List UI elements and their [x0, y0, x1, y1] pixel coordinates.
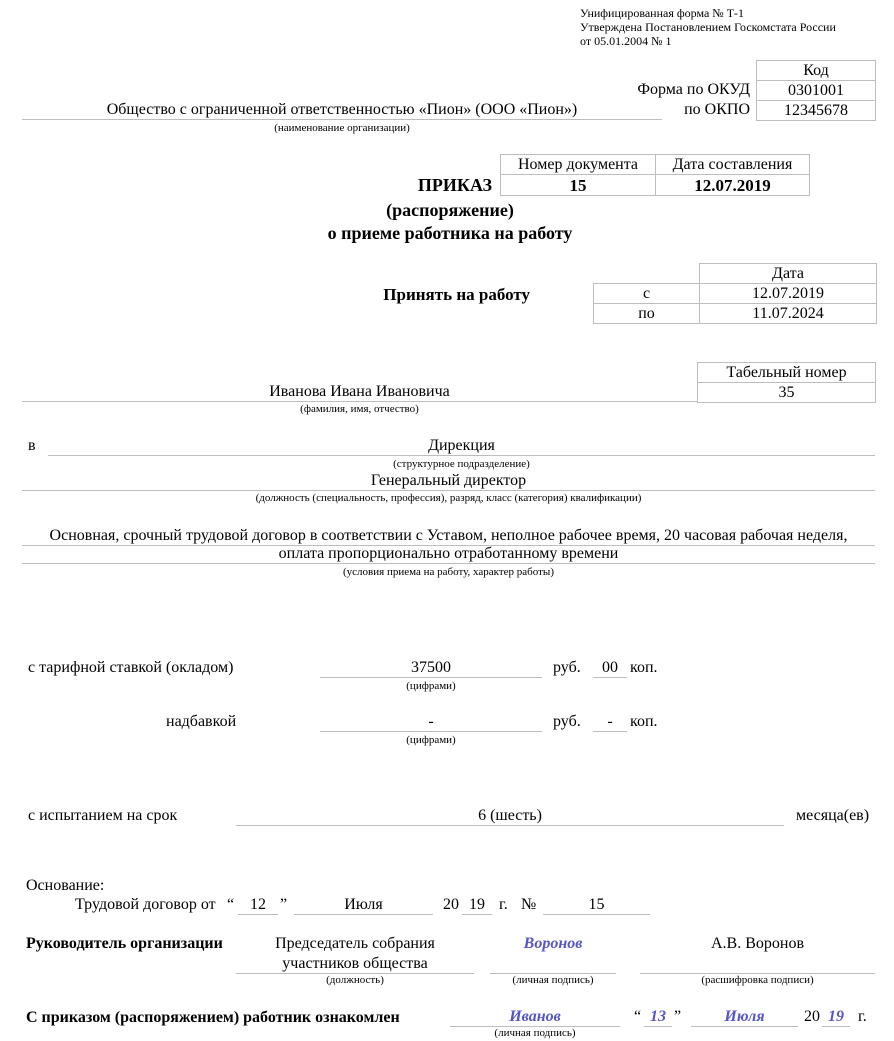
hire-from-date: 12.07.2019 — [699, 283, 877, 304]
hire-to-label: по — [593, 303, 700, 324]
basis-label: Основание: — [26, 877, 105, 894]
acquainted-year-suffix: 19 — [822, 1008, 850, 1027]
acquainted-month: Июля — [691, 1008, 798, 1027]
basis-number-label: № — [521, 896, 537, 913]
head-position-caption: (должность) — [326, 974, 384, 986]
bonus-digits-caption: (цифрами) — [406, 734, 456, 746]
rate-label: с тарифной ставкой (окладом) — [28, 659, 234, 676]
probation-value: 6 (шесть) — [236, 807, 784, 826]
head-position-line1: Председатель собрания — [275, 935, 435, 952]
probation-unit: месяца(ев) — [796, 807, 870, 824]
probation-label: с испытанием на срок — [28, 807, 178, 824]
in-label: в — [28, 437, 36, 454]
doc-number-header: Номер документа — [500, 154, 656, 175]
form-reference-line1: Унифицированная форма № Т-1 — [580, 6, 745, 20]
organization-name: Общество с ограниченной ответственностью «Пион» (ООО «Пион») — [22, 101, 662, 120]
acquainted-signature-caption: (личная подпись) — [494, 1027, 576, 1039]
basis-contract-label: Трудовой договор от — [75, 896, 216, 913]
doc-subtitle: (распоряжение) — [386, 200, 514, 220]
basis-year-label: г. — [499, 896, 508, 913]
basis-day: 12 — [238, 896, 278, 915]
rate-rub-label: руб. — [553, 659, 581, 676]
basis-open-quote: “ — [227, 896, 235, 913]
head-signature: Воронов — [523, 935, 583, 952]
employee-name: Иванова Ивана Ивановича — [22, 383, 697, 402]
doc-date: 12.07.2019 — [655, 174, 810, 196]
bonus-rub-label: руб. — [553, 713, 581, 730]
department-caption: (структурное подразделение) — [393, 458, 530, 470]
tab-number: 35 — [697, 382, 876, 403]
doc-subject: о приеме работника на работу — [327, 223, 573, 243]
okpo-value: 12345678 — [756, 100, 876, 121]
doc-number: 15 — [500, 174, 656, 196]
department: Дирекция — [48, 437, 875, 456]
okud-value: 0301001 — [756, 80, 876, 101]
acquainted-label: С приказом (распоряжением) работник ознакомлен — [26, 1009, 400, 1026]
bonus-rub: - — [320, 713, 542, 732]
form-reference — [580, 6, 836, 48]
conditions-line2: оплата пропорционально отработанному времени — [22, 545, 875, 564]
conditions-line1: Основная, срочный трудовой договор в соответствии с Уставом, неполное рабочее время, 20 часовая рабочая неделя, — [22, 527, 875, 546]
position: Генеральный директор — [22, 472, 875, 491]
basis-year-suffix: 19 — [462, 896, 492, 915]
hire-from-label: с — [593, 283, 700, 304]
head-name-caption: (расшифровка подписи) — [701, 974, 814, 986]
form-reference-line3: от 05.01.2004 № 1 — [580, 34, 672, 48]
basis-month: Июля — [294, 896, 433, 915]
rate-rub: 37500 — [320, 659, 542, 678]
rate-digits-caption: (цифрами) — [406, 680, 456, 692]
hire-date-header: Дата — [699, 263, 877, 284]
acquainted-signature: Иванов — [450, 1008, 620, 1027]
codes-header: Код — [756, 60, 876, 81]
conditions-caption: (условия приема на работу, характер работы) — [343, 566, 554, 578]
basis-year-prefix: 20 — [443, 896, 459, 913]
organization-caption: (наименование организации) — [274, 122, 410, 134]
employee-name-caption: (фамилия, имя, отчество) — [300, 403, 419, 415]
acquainted-close-quote: ” — [674, 1008, 682, 1025]
acquainted-year-prefix: 20 — [804, 1008, 820, 1025]
basis-close-quote: ” — [280, 896, 288, 913]
okud-label: Форма по ОКУД — [637, 81, 750, 98]
head-signature-caption: (личная подпись) — [512, 974, 594, 986]
head-name-line — [640, 955, 875, 974]
head-signature-line — [490, 955, 616, 974]
acquainted-day: 13 — [644, 1008, 672, 1027]
rate-kop: 00 — [593, 659, 627, 678]
head-label: Руководитель организации — [26, 935, 223, 952]
bonus-kop-label: коп. — [630, 713, 658, 730]
hire-label: Принять на работу — [383, 285, 530, 304]
doc-title: ПРИКАЗ — [417, 175, 492, 195]
position-caption: (должность (специальность, профессия), разряд, класс (категория) квалификации) — [255, 492, 642, 504]
head-position-line2: участников общества — [236, 955, 474, 974]
doc-date-header: Дата составления — [655, 154, 810, 175]
rate-kop-label: коп. — [630, 659, 658, 676]
okpo-label: по ОКПО — [684, 101, 750, 118]
bonus-kop: - — [593, 713, 627, 732]
acquainted-open-quote: “ — [634, 1008, 642, 1025]
head-name: А.В. Воронов — [710, 935, 804, 952]
acquainted-year-label: г. — [858, 1008, 867, 1025]
hire-to-date: 11.07.2024 — [699, 303, 877, 324]
form-reference-line2: Утверждена Постановлением Госкомстата России — [580, 20, 836, 34]
tab-number-header: Табельный номер — [697, 362, 876, 383]
bonus-label: надбавкой — [166, 713, 237, 730]
basis-number: 15 — [543, 896, 650, 915]
